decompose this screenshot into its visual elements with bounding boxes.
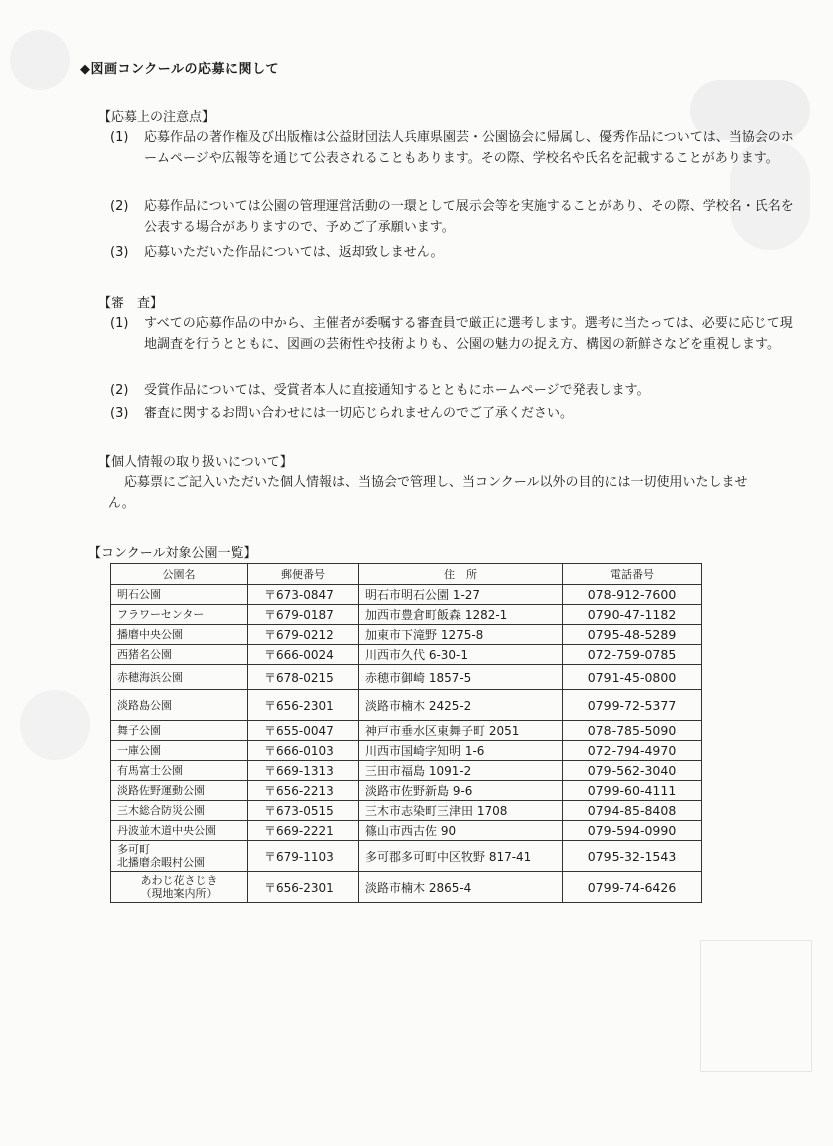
park-tel: 0795-48-5289 [563, 625, 702, 645]
header-tel: 電話番号 [563, 564, 702, 585]
park-address: 淡路市楠木 2425-2 [359, 690, 563, 721]
park-address: 神戸市垂水区東舞子町 2051 [359, 721, 563, 741]
park-address: 赤穂市御崎 1857-5 [359, 665, 563, 690]
park-zip: 〒673-0847 [248, 585, 359, 605]
park-list-title: 【コンクール対象公園一覧】 [88, 546, 257, 561]
park-zip: 〒666-0024 [248, 645, 359, 665]
table-row [111, 645, 702, 665]
park-tel: 079-594-0990 [563, 821, 702, 841]
park-tel: 0799-72-5377 [563, 690, 702, 721]
park-address: 明石市明石公園 1-27 [359, 585, 563, 605]
table-row [111, 690, 702, 721]
park-name: 西猪名公園 [111, 645, 248, 665]
notes-item-text: 応募作品の著作権及び出版権は公益財団法人兵庫県園芸・公園協会に帰属し、優秀作品については、当協会のホームページや広報等を通じて公表されることもあります。その際、学校名や氏名を記載することがあります。 [144, 130, 794, 166]
park-tel: 0799-60-4111 [563, 781, 702, 801]
park-name-line: （現地案内所） [140, 887, 218, 900]
park-name: フラワーセンター [111, 605, 248, 625]
park-tel: 078-912-7600 [563, 585, 702, 605]
park-address: 加西市豊倉町飯森 1282-1 [359, 605, 563, 625]
table-row [111, 741, 702, 761]
review-item [110, 380, 800, 401]
park-tel: 0790-47-1182 [563, 605, 702, 625]
park-address: 篠山市西古佐 90 [359, 821, 563, 841]
table-row [111, 665, 702, 690]
park-tel: 0794-85-8408 [563, 801, 702, 821]
notes-item-text: 応募いただいた作品については、返却致しません。 [144, 245, 444, 260]
park-address: 淡路市佐野新島 9-6 [359, 781, 563, 801]
park-name: 淡路佐野運動公園 [111, 781, 248, 801]
review-item-text: すべての応募作品の中から、主催者が委嘱する審査員で厳正に選考します。選考に当たっては、必要に応じて現地調査を行うとともに、図画の芸術性や技術よりも、公園の魅力の捉え方、構図の新鮮さなどを重視します。 [144, 316, 793, 352]
review-item-number: (1) [110, 316, 129, 331]
park-zip: 〒673-0515 [248, 801, 359, 821]
park-zip: 〒679-0212 [248, 625, 359, 645]
park-name: 淡路島公園 [111, 690, 248, 721]
review-item-text: 審査に関するお問い合わせには一切応じられませんのでご了承ください。 [144, 406, 574, 421]
park-zip: 〒666-0103 [248, 741, 359, 761]
park-name: 明石公園 [111, 585, 248, 605]
review-item [110, 403, 800, 424]
privacy-text: 応募票にご記入いただいた個人情報は、当協会で管理し、当コンクール以外の目的には一切使用いたしません。 [108, 475, 748, 511]
notes-item-text: 応募作品については公園の管理運営活動の一環として展示会等を実施することがあり、その際、学校名・氏名を公表する場合がありますので、予めご了承願います。 [144, 199, 794, 235]
park-address: 三木市志染町三津田 1708 [359, 801, 563, 821]
table-row [111, 781, 702, 801]
park-name: 舞子公園 [111, 721, 248, 741]
park-name: 赤穂海浜公園 [111, 665, 248, 690]
park-name [111, 872, 248, 903]
park-tel: 072-794-4970 [563, 741, 702, 761]
park-address: 淡路市楠木 2865-4 [359, 872, 563, 903]
table-row [111, 585, 702, 605]
park-zip: 〒656-2213 [248, 781, 359, 801]
page-title: ◆図画コンクールの応募に関して [80, 62, 279, 77]
review-item [110, 313, 800, 355]
park-name: 有馬富士公園 [111, 761, 248, 781]
table-row [111, 801, 702, 821]
table-row [111, 821, 702, 841]
notes-item [110, 127, 800, 169]
park-tel: 0791-45-0800 [563, 665, 702, 690]
table-row [111, 605, 702, 625]
notes-heading: 【応募上の注意点】 [98, 110, 216, 125]
park-name: 播磨中央公園 [111, 625, 248, 645]
park-table [110, 563, 702, 903]
park-tel: 0795-32-1543 [563, 841, 702, 872]
table-row [111, 841, 702, 872]
park-address: 加東市下滝野 1275-8 [359, 625, 563, 645]
table-row [111, 625, 702, 645]
review-item-text: 受賞作品については、受賞者本人に直接通知するとともにホームページで発表します。 [144, 383, 650, 398]
bleed-through-shape [10, 30, 70, 90]
park-name: 丹波並木道中央公園 [111, 821, 248, 841]
park-zip: 〒678-0215 [248, 665, 359, 690]
park-tel: 072-759-0785 [563, 645, 702, 665]
header-name: 公園名 [111, 564, 248, 585]
park-name-line: あわじ花さじき [140, 874, 218, 887]
park-zip: 〒656-2301 [248, 690, 359, 721]
park-tel: 078-785-5090 [563, 721, 702, 741]
review-heading: 【審 査】 [98, 296, 164, 311]
park-zip: 〒655-0047 [248, 721, 359, 741]
notes-item [110, 242, 800, 263]
notes-item-number: (3) [110, 245, 129, 260]
header-zip: 郵便番号 [248, 564, 359, 585]
park-name: 一庫公園 [111, 741, 248, 761]
park-name-line: 北播磨余暇村公園 [117, 856, 205, 869]
table-row [111, 761, 702, 781]
park-address: 川西市国崎字知明 1-6 [359, 741, 563, 761]
park-name: 三木総合防災公園 [111, 801, 248, 821]
table-row [111, 872, 702, 903]
review-item-number: (2) [110, 383, 129, 398]
park-name-line: 多可町 [117, 843, 150, 856]
park-name [111, 841, 248, 872]
notes-item [110, 196, 800, 238]
park-address: 三田市福島 1091-2 [359, 761, 563, 781]
park-zip: 〒669-1313 [248, 761, 359, 781]
park-zip: 〒669-2221 [248, 821, 359, 841]
park-zip: 〒679-0187 [248, 605, 359, 625]
park-zip: 〒679-1103 [248, 841, 359, 872]
table-row [111, 721, 702, 741]
notes-item-number: (1) [110, 130, 129, 145]
bleed-through-shape [700, 940, 812, 1072]
park-tel: 079-562-3040 [563, 761, 702, 781]
table-header-row [111, 564, 702, 585]
notes-item-number: (2) [110, 199, 129, 214]
park-tel: 0799-74-6426 [563, 872, 702, 903]
header-address: 住 所 [359, 564, 563, 585]
park-address: 多可郡多可町中区牧野 817-41 [359, 841, 563, 872]
privacy-heading: 【個人情報の取り扱いについて】 [98, 455, 293, 470]
park-address: 川西市久代 6-30-1 [359, 645, 563, 665]
park-zip: 〒656-2301 [248, 872, 359, 903]
bleed-through-shape [20, 690, 90, 760]
review-item-number: (3) [110, 406, 129, 421]
